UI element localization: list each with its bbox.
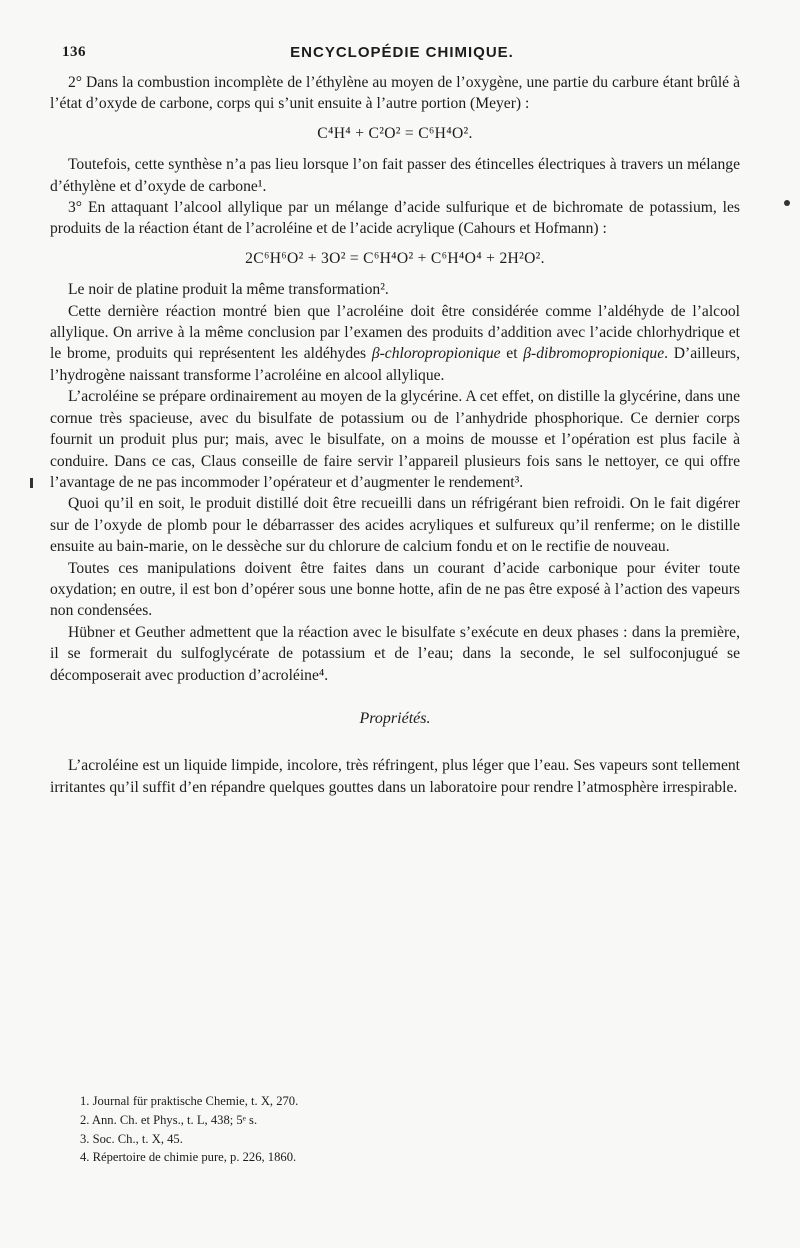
paragraph-properties: L’acroléine est un liquide limpide, incolore, très réfringent, plus léger que l’eau. Ses vapeurs sont tellement irritantes qu’il suffit d’en répandre quelques gouttes dans un laboratoire pour rendre l’atmosphère irrespirable. (50, 757, 740, 796)
scan-margin-mark (30, 478, 33, 488)
running-title: ENCYCLOPÉDIE CHIMIQUE. (290, 44, 514, 61)
paragraph-aldehyde-text-a: Cette dernière réaction montré bien que l’acroléine doit être considérée comme l’aldéhyde de l’alcool allylique. On arrive à la même conclusion par l’examen des produits d’addition avec l’acide chlorhydrique et le brome, produits qui représentent les aldéhydes (50, 302, 740, 363)
term-chloropropionic: β-chloropropionique (371, 345, 501, 363)
footnote-3: 3. Soc. Ch., t. X, 45. (80, 1131, 183, 1146)
paragraph-preparation: L’acroléine se prépare ordinairement au moyen de la glycérine. A cet effet, on distille la glycérine, dans une cornue très spacieuse, avec du bisulfate de potassium ou de l’anhydride phosphorique. Ce dernier corps fournit un produit plus pur; mais, avec le bisulfate, on a moins de mousse et l’opération est plus facile à conduire. Dans ce cas, Claus conseille de faire servir l’appareil plusieurs fois sans le nettoyer, ce qui offre l’avantage de ne pas incommoder l’opérateur et d’augmenter le rendement³. (50, 388, 740, 491)
paragraph-aldehyde-text-b: et (500, 345, 524, 363)
footnotes (80, 1092, 720, 1167)
footnote-1: 1. Journal für praktische Chemie, t. X, 270. (80, 1094, 299, 1108)
paragraph-aldehyde-nature (50, 301, 740, 387)
paragraph-allyl-alcohol-oxidation: 3° En attaquant l’alcool allylique par un mélange d’acide sulfurique et de bichromate de potassium, les produits de la réaction étant de l’acroléine et de l’acide acrylique (Cahours et Hofmann) : (50, 199, 740, 238)
page-body (50, 72, 740, 798)
paragraph-platinum-black: Le noir de platine produit la même transformation². (68, 281, 389, 299)
paragraph-carbonic-acid: Toutes ces manipulations doivent être faites dans un courant d’acide carbonique pour éviter toute oxydation; en outre, il est bon d’opérer sous une bonne hotte, afin de ne pas être exposé à l’action des vapeurs non condensées. (50, 559, 740, 620)
footnote-2: 2. Ann. Ch. et Phys., t. L, 438; 5ᵉ s. (80, 1112, 258, 1127)
paragraph-combustion: 2° Dans la combustion incomplète de l’éthylène au moyen de l’oxygène, une partie du carbure étant brûlé à l’état d’oxyde de carbone, corps qui s’unit ensuite à l’autre portion (Meyer) : (50, 74, 740, 113)
paragraph-spark-synthesis: Toutefois, cette synthèse n’a pas lieu lorsque l’on fait passer des étincelles électriques à travers un mélange d’éthylène et d’oxyde de carbone¹. (50, 156, 740, 195)
formula-ethylene-synthesis: C⁴H⁴ + C²O² = C⁶H⁴O². (317, 124, 473, 142)
formula-allyl-oxidation: 2C⁶H⁶O² + 3O² = C⁶H⁴O² + C⁶H⁴O⁴ + 2H²O². (245, 249, 545, 267)
page-number: 136 (62, 44, 86, 60)
paragraph-purification: Quoi qu’il en soit, le produit distillé doit être recueilli dans un réfrigérant bien refroidi. On le fait digérer sur de l’oxyde de plomb pour le débarrasser des acides acryliques et sulfureux qu’il renferme; on le distille ensuite au bain-marie, on le dessèche sur du chlorure de calcium fondu et on le rectifie de nouveau. (50, 495, 740, 556)
term-dibromopropionic: β-dibromopropionique (523, 345, 665, 363)
section-title-properties: Propriétés. (359, 709, 431, 727)
paragraph-hubner-geuther: Hübner et Geuther admettent que la réaction avec le bisulfate s’exécute en deux phases : dans la première, il se formerait du sulfoglycérate de potassium et de l’eau; dans la seconde, le sel sulfoconjugué se décomposerait avec production d’acroléine⁴. (50, 623, 740, 684)
footnote-4: 4. Répertoire de chimie pure, p. 226, 1860. (80, 1150, 297, 1165)
scan-speck (784, 200, 790, 206)
page-header (62, 44, 742, 66)
paragraph-aldehyde-text-c: . D’ailleurs, l’hydrogène naissant transforme l’acroléine en alcool allylique. (50, 345, 740, 384)
